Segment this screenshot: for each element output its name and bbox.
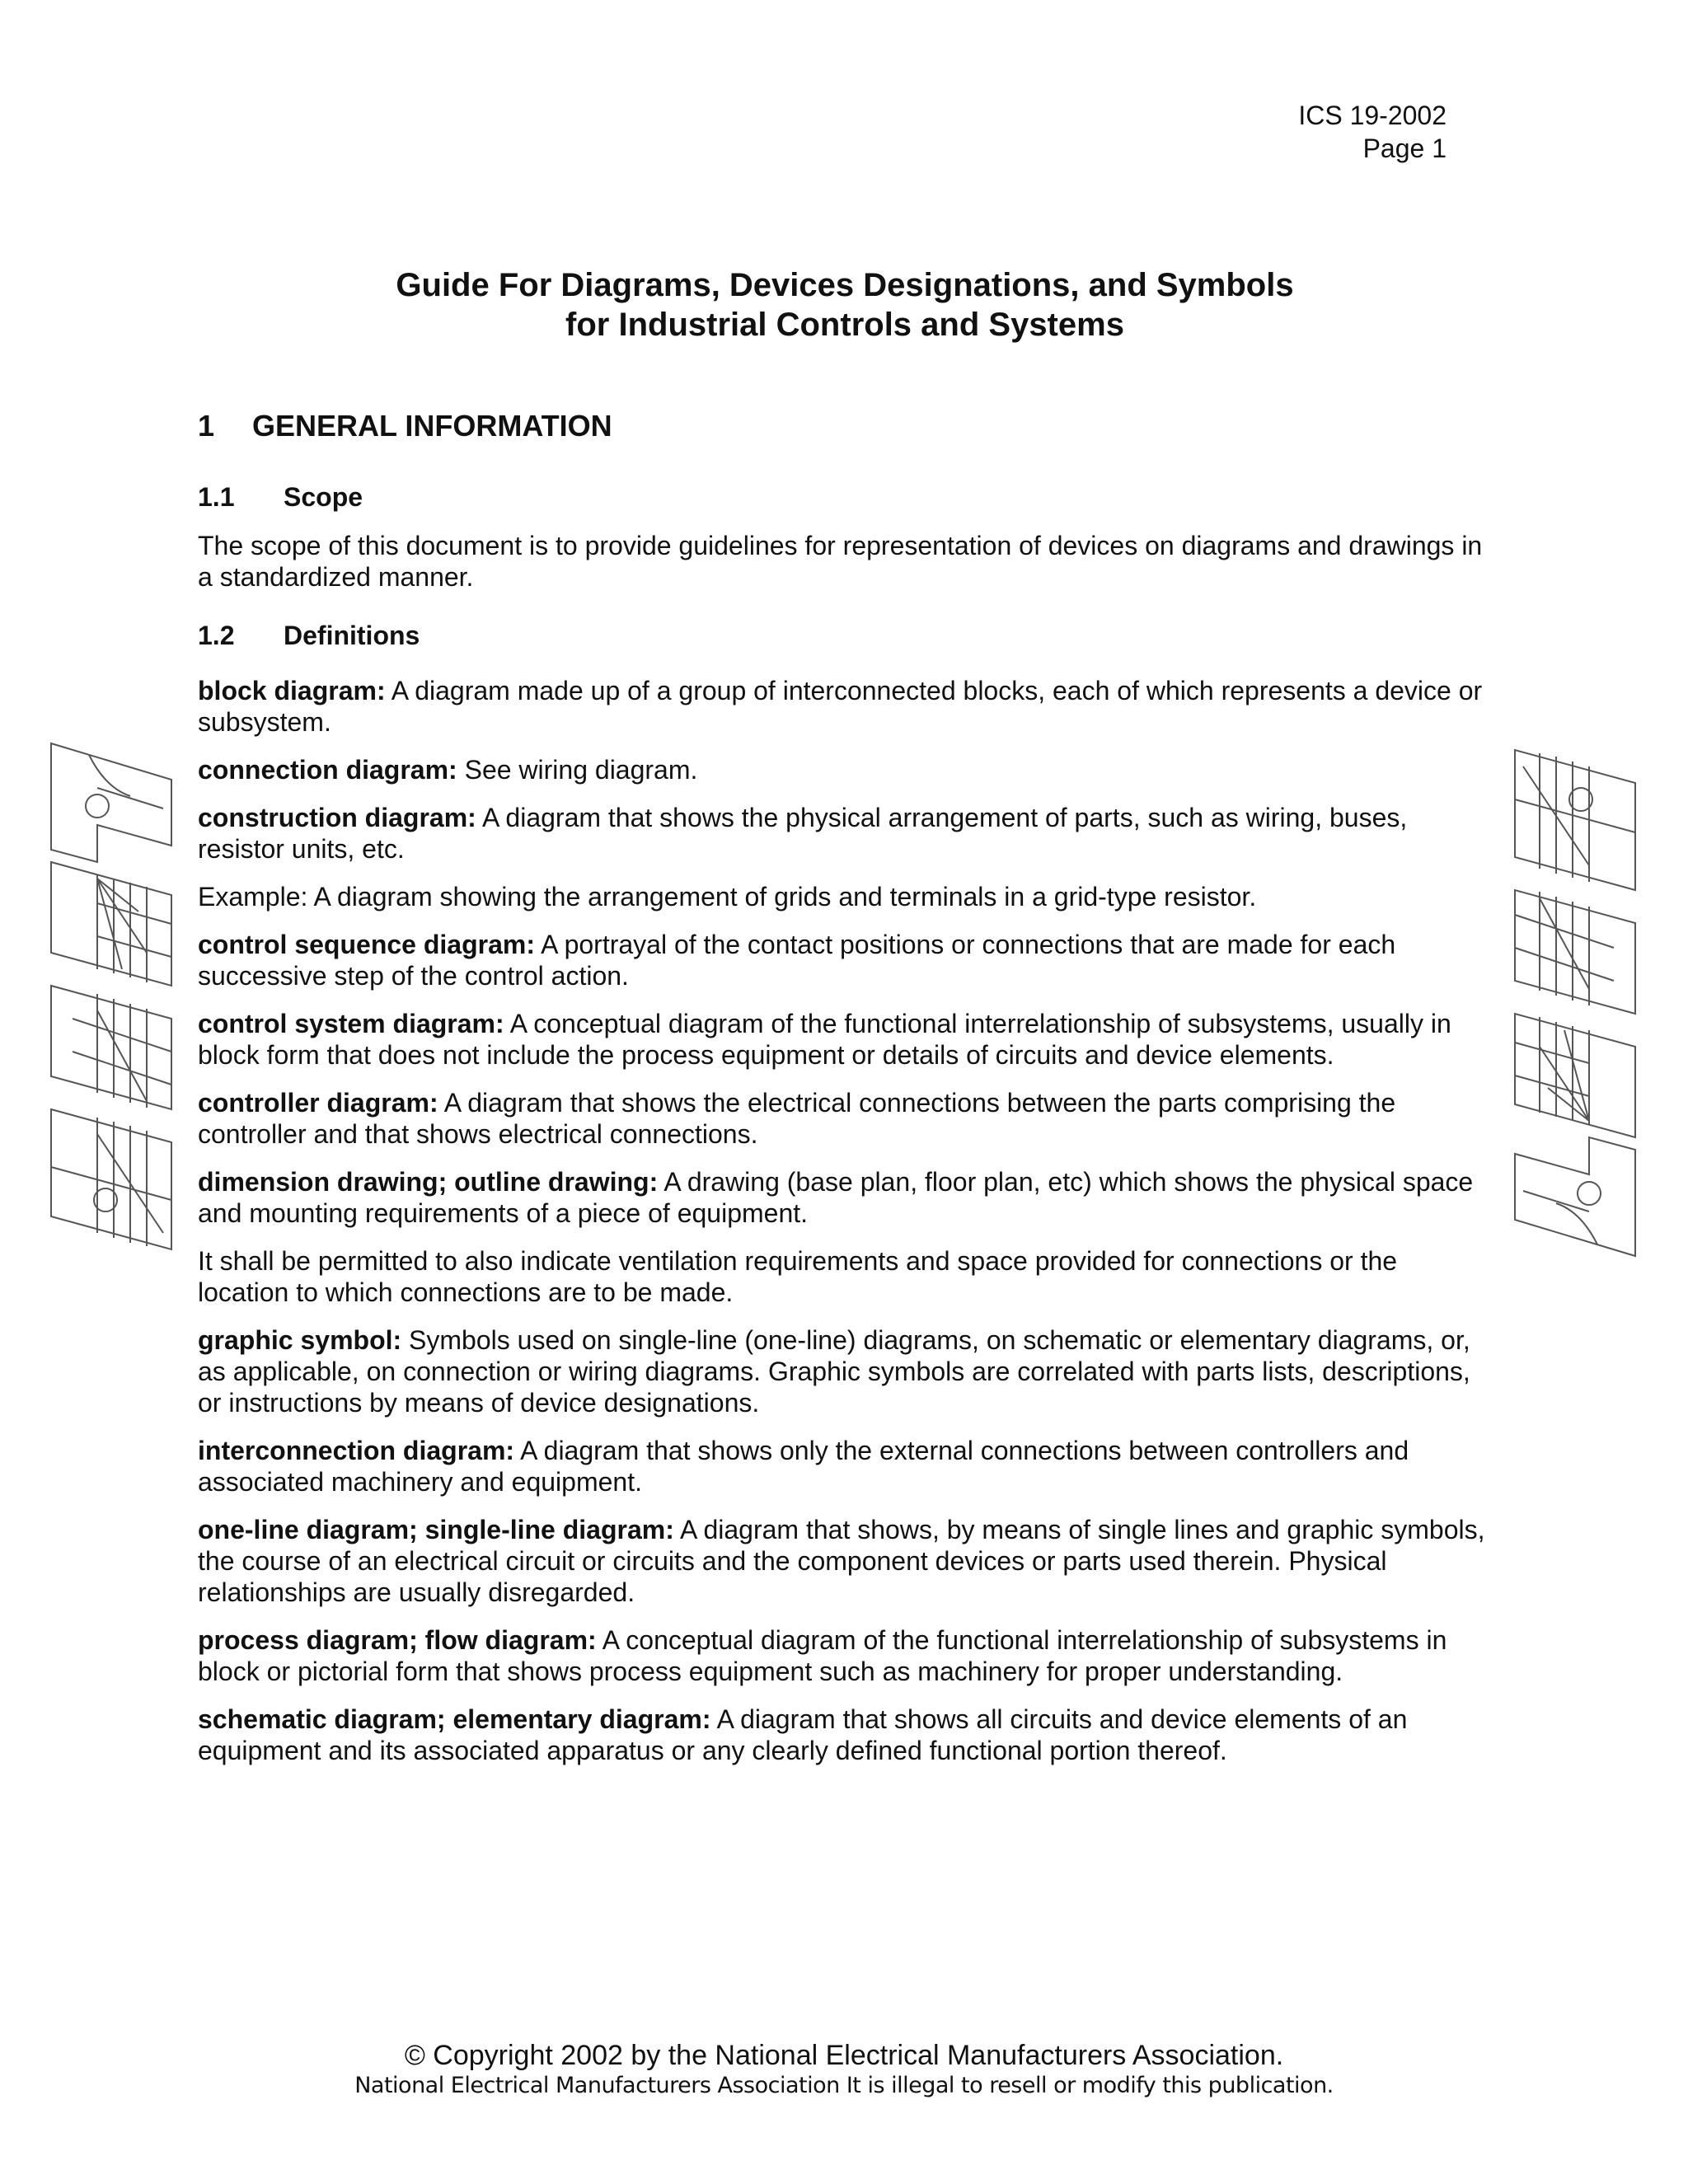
definition-item <box>198 1008 1492 1071</box>
page-footer <box>0 2039 1688 2100</box>
definition-item <box>198 1166 1492 1229</box>
section-title: GENERAL INFORMATION <box>252 409 612 443</box>
definition-text: A diagram that shows the physical arrangement of parts, such as wiring, buses, resistor units, etc. <box>198 803 1408 864</box>
document-title-line-1: Guide For Diagrams, Devices Designations, and Symbols <box>396 267 1294 303</box>
definition-term: control sequence diagram: <box>198 930 535 959</box>
definition-text: A portrayal of the contact positions or connections that are made for each successive step of the control action. <box>198 930 1396 991</box>
definition-text: A diagram that shows only the external connections between controllers and associated machinery and equipment. <box>198 1436 1409 1497</box>
scope-paragraph: The scope of this document is to provide guidelines for representation of devices on diagrams and drawings in a standardized manner. <box>198 531 1483 592</box>
definition-text: A conceptual diagram of the functional interrelationship of subsystems, usually in block form that does not include the process equipment or details of circuits and device elements. <box>198 1009 1451 1070</box>
subsection-number: 1.2 <box>198 621 235 650</box>
definition-term: dimension drawing; outline drawing: <box>198 1167 659 1197</box>
document-id: ICS 19-2002 <box>1298 101 1447 130</box>
definition-term: block diagram: <box>198 676 386 705</box>
definition-term: one-line diagram; single-line diagram: <box>198 1515 674 1544</box>
definition-item <box>198 802 1492 865</box>
definition-text: A diagram that shows, by means of single lines and graphic symbols, the course of an electrical circuit or circuits and the component devices or parts used therein. Physical relationships are usually disregarded. <box>198 1515 1485 1607</box>
section-number: 1 <box>198 409 215 443</box>
definition-text: A conceptual diagram of the functional interrelationship of subsystems in block or pictorial form that shows process equipment such as machinery for proper understanding. <box>198 1625 1447 1686</box>
document-title-line-2: for Industrial Controls and Systems <box>565 307 1124 343</box>
definition-item <box>198 1435 1492 1497</box>
definition-text: A diagram that shows the electrical connections between the parts comprising the controller and that shows electrical connections. <box>198 1088 1396 1149</box>
definition-item <box>198 1087 1492 1150</box>
definition-item <box>198 675 1492 738</box>
copyright-notice: © Copyright 2002 by the National Electrical Manufacturers Association. <box>404 2040 1284 2071</box>
subsection-title: Scope <box>284 482 363 512</box>
definition-item <box>198 1324 1492 1418</box>
definition-term: process diagram; flow diagram: <box>198 1625 597 1655</box>
definition-item <box>198 929 1492 991</box>
nema-logo-icon <box>1507 738 1639 1261</box>
subsection-heading-scope <box>198 480 1492 513</box>
subsection-number: 1.1 <box>198 482 235 512</box>
page-number: Page 1 <box>1362 134 1447 163</box>
definition-term: interconnection diagram: <box>198 1436 515 1465</box>
definition-term: controller diagram: <box>198 1088 438 1118</box>
definition-text: A drawing (base plan, floor plan, etc) which shows the physical space and mounting requirements of a piece of equipment. <box>198 1167 1474 1228</box>
definition-text: Symbols used on single-line (one-line) diagrams, on schematic or elementary diagrams, or, as applicable, on connection or wiring diagrams. Graphic symbols are correlated with parts lists, descriptions, or instructions by means of device designations. <box>198 1325 1470 1418</box>
definition-note <box>198 1245 1492 1308</box>
definition-text: See wiring diagram. <box>457 755 698 785</box>
definition-text: A diagram made up of a group of interconnected blocks, each of which represents a device or subsystem. <box>198 676 1483 737</box>
definition-text: It shall be permitted to also indicate ventilation requirements and space provided for connections or the location to which connections are to be made. <box>198 1246 1398 1307</box>
definitions-list <box>198 675 1492 1766</box>
subsection-title: Definitions <box>284 621 420 650</box>
nema-logo-icon <box>48 738 180 1261</box>
definition-term: schematic diagram; elementary diagram: <box>198 1704 711 1734</box>
definition-item <box>198 1624 1492 1687</box>
document-title <box>198 265 1492 344</box>
section-heading <box>198 408 1492 444</box>
page-header <box>1298 99 1447 165</box>
resale-notice: National Electrical Manufacturers Association It is illegal to resell or modify this publication. <box>354 2073 1334 2098</box>
definition-term: construction diagram: <box>198 803 476 832</box>
document-body <box>198 408 1492 1783</box>
definition-term: connection diagram: <box>198 755 457 785</box>
definition-item <box>198 1514 1492 1608</box>
definition-text: A diagram that shows all circuits and device elements of an equipment and its associated apparatus or any clearly defined functional portion thereof. <box>198 1704 1408 1765</box>
definition-item <box>198 754 1492 785</box>
definition-term: control system diagram: <box>198 1009 504 1038</box>
definition-item <box>198 1704 1492 1766</box>
definition-text: Example: A diagram showing the arrangement of grids and terminals in a grid-type resistor. <box>198 882 1257 912</box>
subsection-heading-definitions <box>198 619 1492 652</box>
definition-example <box>198 881 1492 912</box>
definition-term: graphic symbol: <box>198 1325 402 1355</box>
